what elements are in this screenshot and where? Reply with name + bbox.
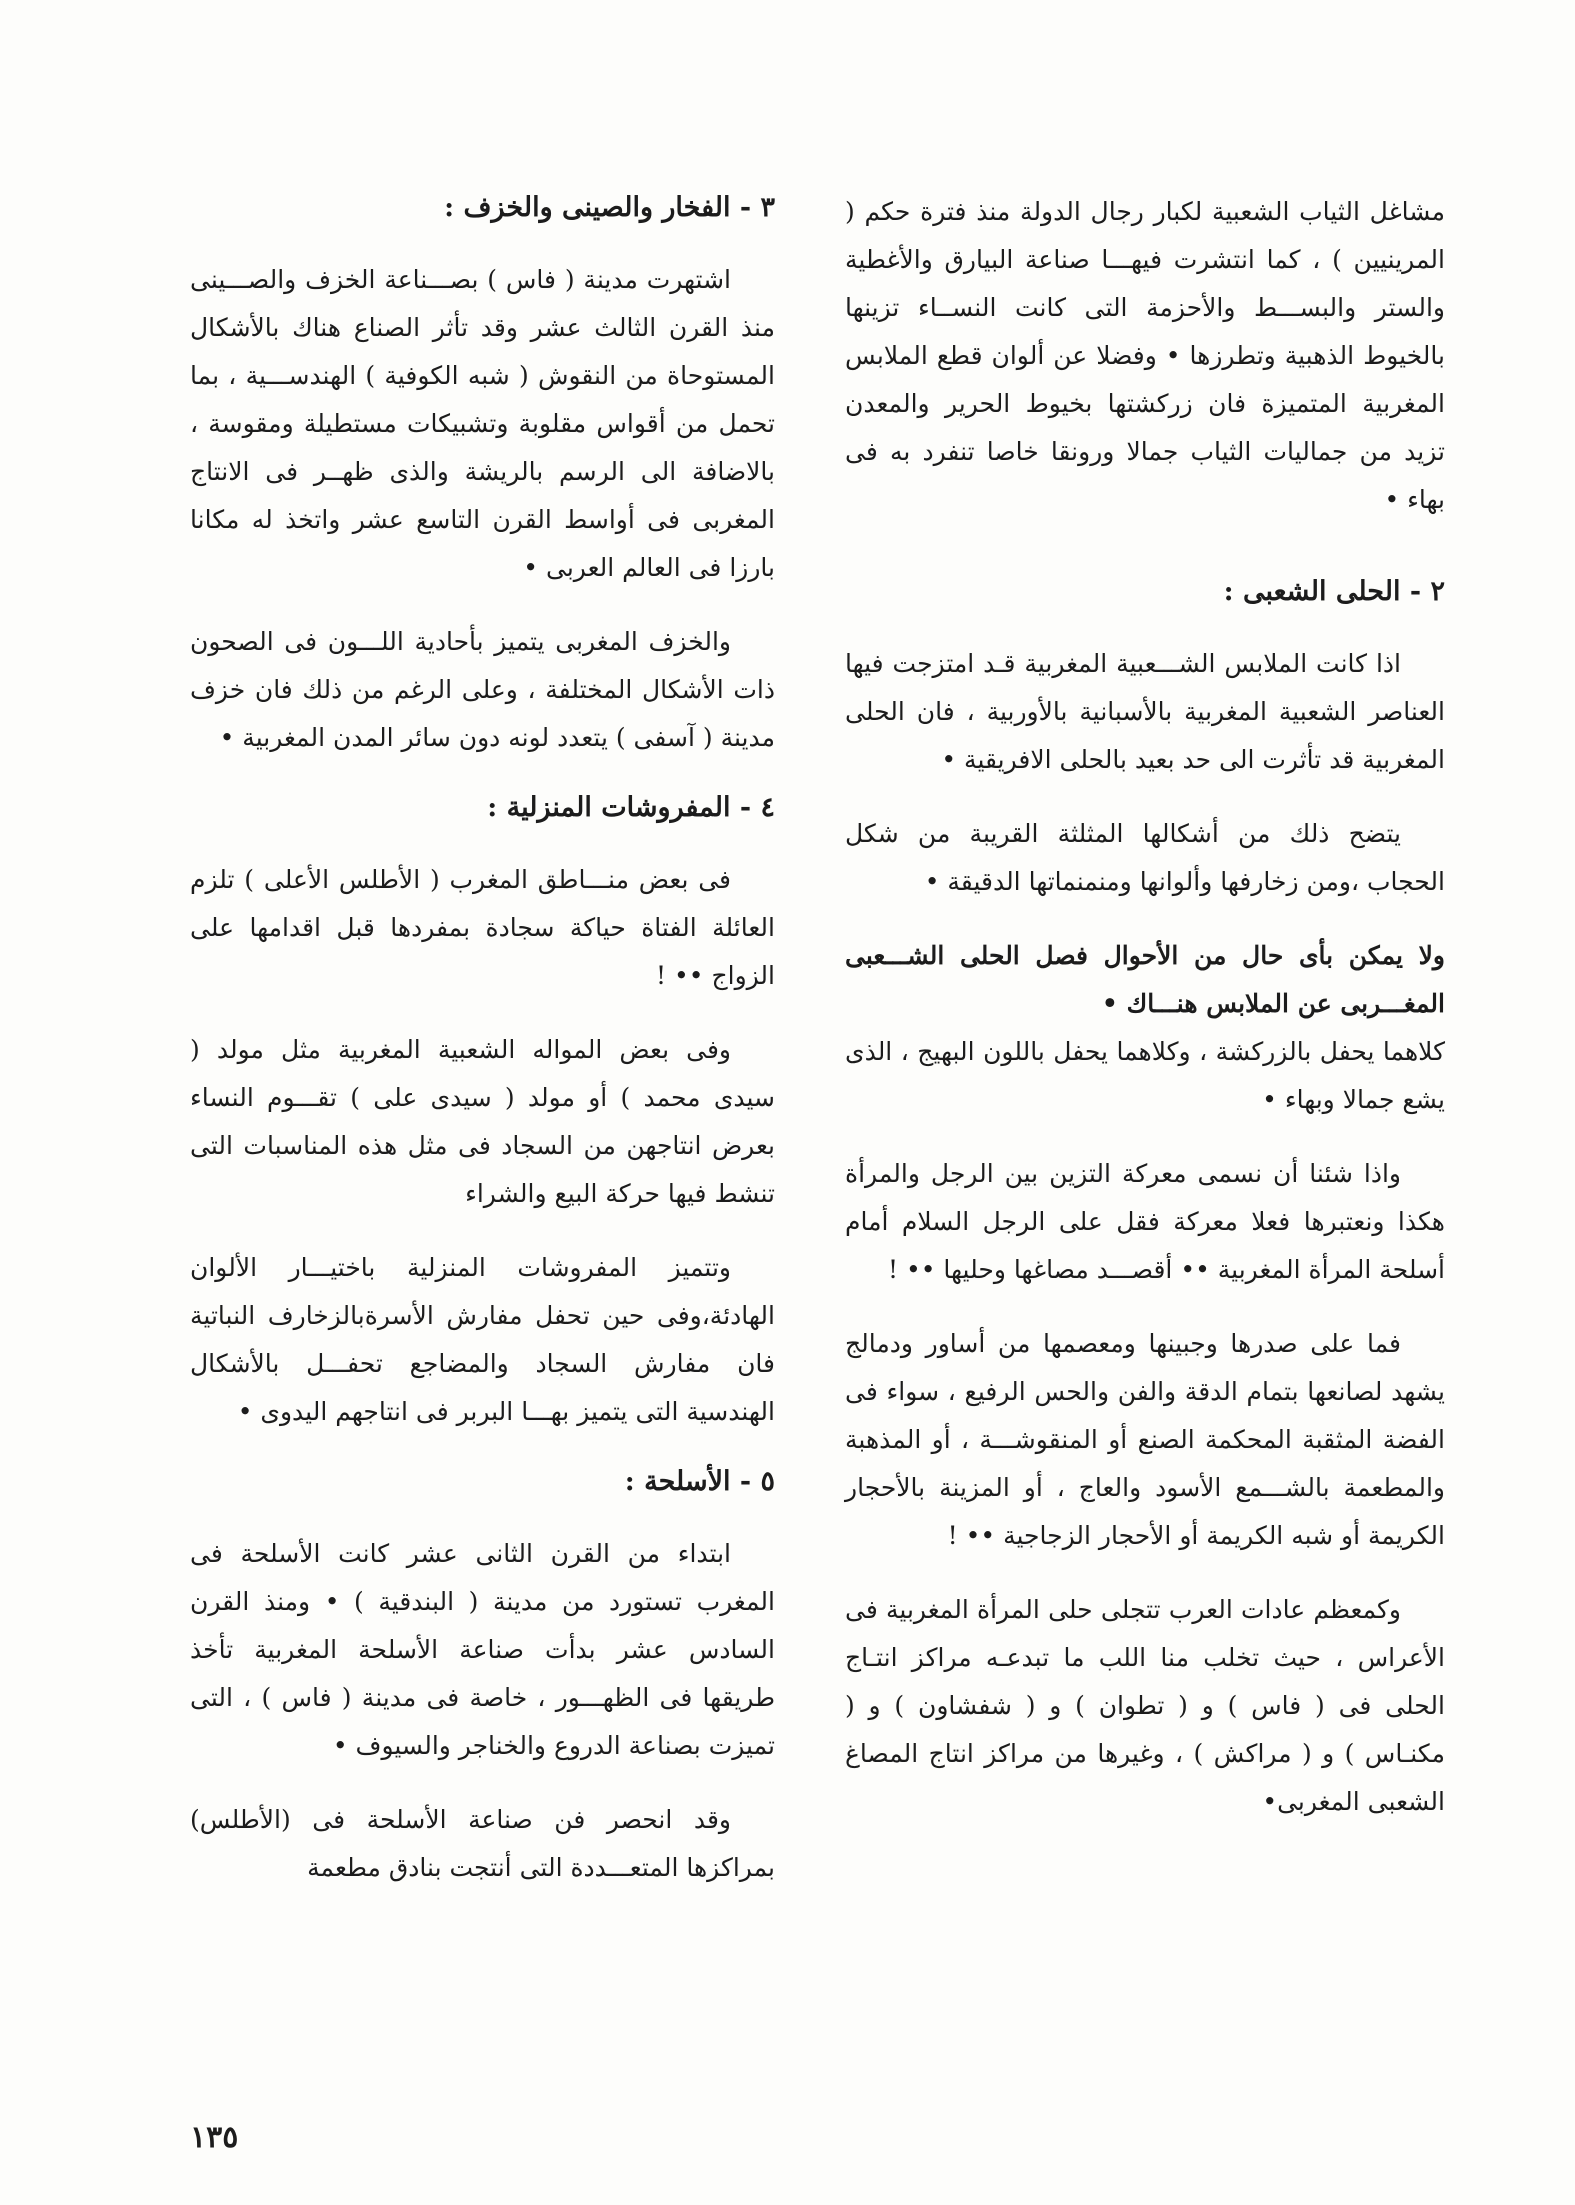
paragraph: وفى بعض المواله الشعبية المغربية مثل مولد ( سيدى محمد ) أو مولد ( سيدى على ) تقـــوم النساء بعرض انتاجهن من السجاد فى مثل هذه المناسبات التى تنشط فيها حركة البيع والشراء: [190, 1035, 775, 1208]
left-column: [190, 188, 775, 1918]
section-heading-weapons: ٥ - الأسلحة :: [624, 1466, 775, 1497]
paragraph: مشاغل الثياب الشعبية لكبار رجال الدولة منذ فترة حكم ( المرينيين ) ، كما انتشرت فيهـــا صناعة البيارق والأغطية والستر والبســـط والأحزمة التى كانت النســاء تزينها بالخيوط الذهبية وتطرزها • وفضلا عن ألوان قطع الملابس المغربية المتميزة فان زركشتها بخيوط الحرير والمعدن تزيد من جماليات الثياب جمالا ورونقا خاصا تنفرد به فى بهاء •: [845, 197, 1445, 514]
section-heading-jewelry: ٢ - الحلى الشعبى :: [1223, 576, 1445, 607]
paragraph: وكمعظم عادات العرب تتجلى حلى المرأة المغربية فى الأعراس ، حيث تخلب منا اللب ما تبدعـه مراكز انتـاج الحلى فى ( فاس ) و ( تطوان ) و ( شفشاون ) و ( مكنـاس ) و ( مراكش ) ، وغيرها من مراكز انتاج المصاغ الشعبى المغربى•: [845, 1595, 1445, 1816]
paragraph: فى بعض منـــاطق المغرب ( الأطلس الأعلى ) تلزم العائلة الفتاة حياكة سجادة بمفردها قبل اقدامها على الزواج •• !: [190, 865, 775, 990]
paragraph: يتضح ذلك من أشكالها المثلثة القريبة من شكل الحجاب ،ومن زخارفها وألوانها ومنمنماتها الدقيقة •: [845, 819, 1445, 896]
paragraph: واذا شئنا أن نسمى معركة التزين بين الرجل والمرأة هكذا ونعتبرها فعلا معركة فقل على الرجل السلام أمام أسلحة المرأة المغربية •• أقصـــد مصاغها وحليها •• !: [845, 1159, 1445, 1284]
paragraph: وتتميز المفروشات المنزلية باختيـــار الألوان الهادئة،وفى حين تحفل مفارش الأسرةبالزخارف النباتية فان مفارش السجاد والمضاجع تحفـــل بالأشكال الهندسية التى يتميز بهـــا البربر فى انتاجهم اليدوى •: [190, 1253, 775, 1426]
paragraph: اشتهرت مدينة ( فاس ) بصـــناعة الخزف والصـــينى منذ القرن الثالث عشر وقد تأثر الصناع هناك بالأشكال المستوحاة من النقوش ( شبه الكوفية ) الهندســـية ، بما تحمل من أقواس مقلوبة وتشبيكات مستطيلة ومقوسة ، بالاضافة الى الرسم بالريشة والذى ظهــر فى الانتاج المغربى فى أواسط القرن التاسع عشر واتخذ له مكانا بارزا فى العالم العربى •: [190, 265, 775, 582]
right-column: [845, 188, 1445, 1852]
paragraph: فما على صدرها وجبينها ومعصمها من أساور ودمالج يشهد لصانعها بتمام الدقة والفن والحس الرفيع ، سواء فى الفضة المثقبة المحكمة الصنع أو المنقوشـــة ، أو المذهبة والمطعمة بالشـــمع الأسود والعاج ، أو المزينة بالأحجار الكريمة أو شبه الكريمة أو الأحجار الزجاجية •• !: [845, 1329, 1445, 1550]
section-heading-pottery: ٣ - الفخار والصينى والخزف :: [444, 192, 775, 223]
paragraph: وقد انحصر فن صناعة الأسلحة فى (الأطلس) بمراكزها المتعـــددة التى أنتجت بنادق مطعمة: [190, 1805, 775, 1882]
section-heading-furnishings: ٤ - المفروشات المنزلية :: [487, 792, 775, 823]
paragraph: اذا كانت الملابس الشـــعبية المغربية قـد امتزجت فيها العناصر الشعبية المغربية بالأسبانية بالأوربية ، فان الحلى المغربية قد تأثرت الى حد بعيد بالحلى الافريقية •: [845, 649, 1445, 774]
paragraph: ابتداء من القرن الثانى عشر كانت الأسلحة فى المغرب تستورد من مدينة ( البندقية ) • ومنذ القرن السادس عشر بدأت صناعة الأسلحة المغربية تأخذ طريقها فى الظهـــور ، خاصة فى مدينة ( فاس ) ، التى تميزت بصناعة الدروع والخناجر والسيوف •: [190, 1539, 775, 1760]
page-number: ١٣٥: [190, 2120, 239, 2155]
paragraph: كلاهما يحفل بالزركشة ، وكلاهما يحفل باللون البهيج ، الذى يشع جمالا وبهاء •: [845, 1037, 1445, 1114]
paragraph: والخزف المغربى يتميز بأحادية اللـــون فى الصحون ذات الأشكال المختلفة ، وعلى الرغم من ذلك فان خزف مدينة ( آسفى ) يتعدد لونه دون سائر المدن المغربية •: [190, 627, 775, 752]
bold-lead-sentence: ولا يمكن بأى حال من الأحوال فصل الحلى الشـــعبى المغـــربى عن الملابس هنـــاك •: [845, 941, 1445, 1018]
